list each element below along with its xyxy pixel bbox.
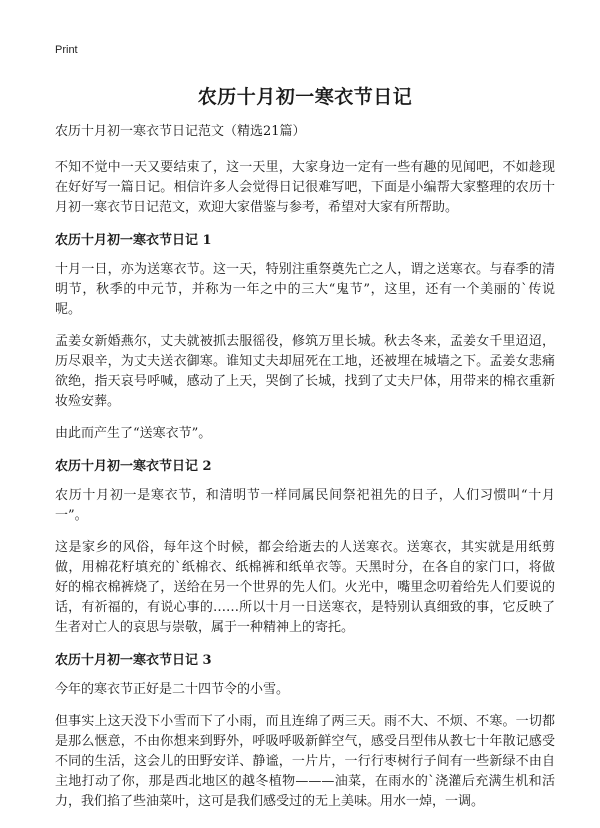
page-subtitle: 农历十月初一寒衣节日记范文（精选21篇） <box>55 124 306 139</box>
paragraph: 十月一日，亦为送寒衣节。这一天，特别注重祭奠先亡之人，谓之送寒衣。与春季的清明节，秋季的中元节，并称为一年之中的三大“鬼节”，这里，还有一个美丽的`传说呢。 <box>55 262 555 317</box>
section-heading-2: 农历十月初一寒衣节日记 2 <box>55 459 212 474</box>
paragraph: 孟姜女新婚燕尔，丈夫就被抓去服徭役，修筑万里长城。秋去冬来，孟姜女千里迢迢，历尽艰辛，为丈夫送衣御寒。谁知丈夫却屈死在工地，还被埋在城墙之下。孟姜女悲痛欲绝，指天哀号呼喊，感动了上天，哭倒了长城，找到了丈夫尸体，用带来的棉衣重新妆殓安葬。 <box>55 334 555 409</box>
document-page <box>55 44 555 824</box>
intro-paragraph: 不知不觉中一天又要结束了，这一天里，大家身边一定有一些有趣的见闻吧，不如趁现在好好写一篇日记。相信许多人会觉得日记很难写吧，下面是小编帮大家整理的农历十月初一寒衣节日记范文，欢迎大家借鉴与参考，希望对大家有所帮助。 <box>55 160 555 215</box>
section-heading-1: 农历十月初一寒衣节日记 1 <box>55 233 212 248</box>
paragraph: 但事实上这天没下小雪而下了小雨，而且连绵了两三天。雨不大、不烦、不寒。一切都是那么惬意，不由你想来到野外，呼吸呼吸新鲜空气，感受吕型伟从教七十年散记感受不同的生活，这会儿的田野安详、静谧，一片片，一行行枣树行子间有一些新绿不由自主地打动了你，那是西北地区的越冬植物———油菜，在雨水的`浇灌后充满生机和活力，我们掐了些油菜叶，这可是我们感受过的无上美味。用水一焯，一调。 <box>55 714 555 809</box>
paragraph: 这是家乡的风俗，每年这个时候，都会给逝去的人送寒衣。送寒衣，其实就是用纸剪做，用棉花籽填充的`纸棉衣、纸棉裤和纸单衣等。天黑时分，在各自的家门口，将做好的棉衣棉裤烧了，送给在另一个世界的先人们。火光中，嘴里念叨着给先人们要说的话，有祈福的，有说心事的……所以十月一日送寒衣，是特别认真细致的事，它反映了生者对亡人的哀思与崇敬，属于一种精神上的寄托。 <box>55 540 555 635</box>
print-link[interactable]: Print <box>55 44 78 56</box>
paragraph: 由此而产生了“送寒衣节”。 <box>55 426 212 441</box>
paragraph: 农历十月初一是寒衣节，和清明节一样同属民间祭祀祖先的日子，人们习惯叫“十月一”。 <box>55 488 555 523</box>
paragraph: 今年的寒衣节正好是二十四节令的小雪。 <box>55 682 290 697</box>
page-title: 农历十月初一寒衣节日记 <box>197 86 413 108</box>
section-heading-3: 农历十月初一寒衣节日记 3 <box>55 653 212 668</box>
